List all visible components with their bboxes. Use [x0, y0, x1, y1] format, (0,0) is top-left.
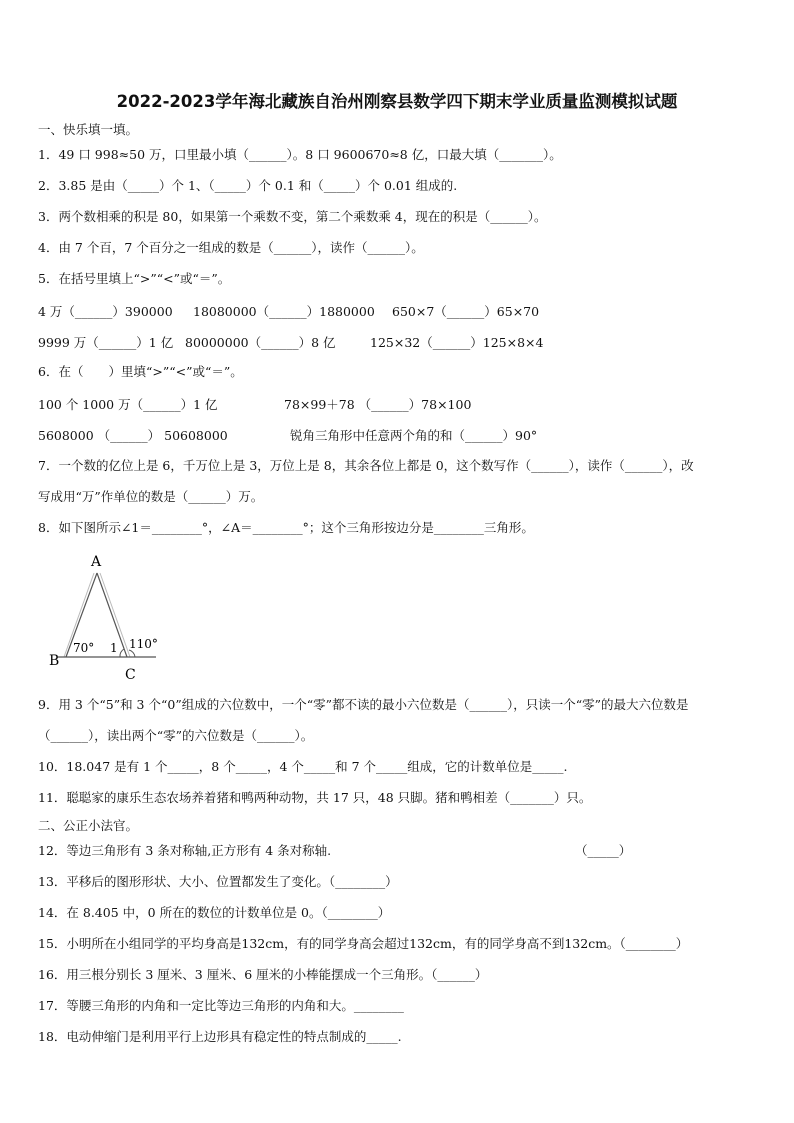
question-10: 10．18.047 是有 1 个_____，8 个_____，4 个_____和 7 个_____组成，它的计数单位是_____.: [38, 759, 568, 774]
question-11: 11．聪聪家的康乐生态农场养着猪和鸭两种动物，共 17 只，48 只脚。猪和鸭相差（_______）只。: [38, 790, 592, 805]
q5-item: 80000000（______）8 亿: [185, 335, 336, 350]
q5-item: 125×32（______）125×8×4: [370, 335, 544, 350]
question-7-line-1: 7．一个数的亿位上是 6，千万位上是 3，万位上是 8，其余各位上都是 0，这个数写作（______），读作（______），改: [38, 458, 694, 473]
q5-item: 4 万（______）390000: [38, 304, 173, 319]
question-9-line-1: 9．用 3 个“5”和 3 个“0”组成的六位数中，一个“零”都不读的最小六位数是（______），只读一个“零”的最大六位数是: [38, 697, 689, 712]
angle-ext-label: 110°: [129, 637, 158, 651]
q5-item: 18080000（______）1880000: [193, 304, 375, 319]
question-6: 6．在（ ）里填“>”“<”或“＝”。: [38, 364, 243, 379]
section-heading-1: 一、快乐填一填。: [38, 122, 139, 137]
question-2: 2．3.85 是由（_____）个 1、（_____）个 0.1 和（_____）个 0.01 组成的.: [38, 178, 458, 193]
q5-item: 650×7（______）65×70: [392, 304, 540, 319]
question-9-line-2: （______），读出两个“零”的六位数是（______）。: [38, 728, 314, 743]
question-8: 8．如下图所示∠1＝________°，∠A＝________°；这个三角形按边分是________三角形。: [38, 520, 534, 535]
angle-b-label: 70°: [73, 641, 95, 655]
question-18: 18．电动伸缩门是利用平行上边形具有稳定性的特点制成的_____.: [38, 1029, 402, 1044]
q6-item: 锐角三角形中任意两个角的和（______）90°: [290, 428, 538, 443]
angle-1-arc: [120, 649, 124, 657]
question-3: 3．两个数相乘的积是 80，如果第一个乘数不变，第二个乘数乘 4，现在的积是（______）。: [38, 209, 547, 224]
page-title: 2022-2023学年海北藏族自治州刚察县数学四下期末学业质量监测模拟试题: [116, 92, 678, 111]
triangle-figure: [40, 548, 170, 688]
q5-item: 9999 万（______）1 亿: [38, 335, 174, 350]
question-17: 17．等腰三角形的内角和一定比等边三角形的内角和大。________: [38, 998, 404, 1013]
label-a: A: [91, 554, 102, 570]
question-16: 16．用三根分别长 3 厘米、3 厘米、6 厘米的小棒能摆成一个三角形。（______）: [38, 967, 488, 982]
question-13: 13．平移后的图形形状、大小、位置都发生了变化。（________）: [38, 874, 398, 889]
q6-item: 78×99＋78 （______）78×100: [284, 397, 472, 412]
question-12-blank: （_____）: [575, 843, 632, 858]
angle-1-label: 1: [110, 641, 118, 655]
question-14: 14．在 8.405 中，0 所在的数位的计数单位是 0。（________）: [38, 905, 391, 920]
question-5: 5．在括号里填上“>”“<”或“＝”。: [38, 271, 231, 286]
q6-item: 5608000 （______） 50608000: [38, 428, 228, 443]
question-7-line-2: 写成用“万”作单位的数是（______）万。: [38, 489, 264, 504]
q6-item: 100 个 1000 万（______）1 亿: [38, 397, 218, 412]
question-1: 1．49 口 998≈50 万，口里最小填（______）。8 口 9600670≈8 亿，口最大填（_______）。: [38, 147, 562, 162]
question-12: 12．等边三角形有 3 条对称轴,正方形有 4 条对称轴.: [38, 843, 332, 858]
label-b: B: [49, 653, 60, 669]
label-c: C: [125, 667, 136, 683]
question-4: 4．由 7 个百，7 个百分之一组成的数是（______），读作（______）。: [38, 240, 424, 255]
question-15: 15．小明所在小组同学的平均身高是132cm，有的同学身高会超过132cm，有的同学身高不到132cm。（________）: [38, 936, 689, 951]
triangle-diagram: [40, 548, 170, 688]
section-heading-2: 二、公正小法官。: [38, 818, 139, 833]
